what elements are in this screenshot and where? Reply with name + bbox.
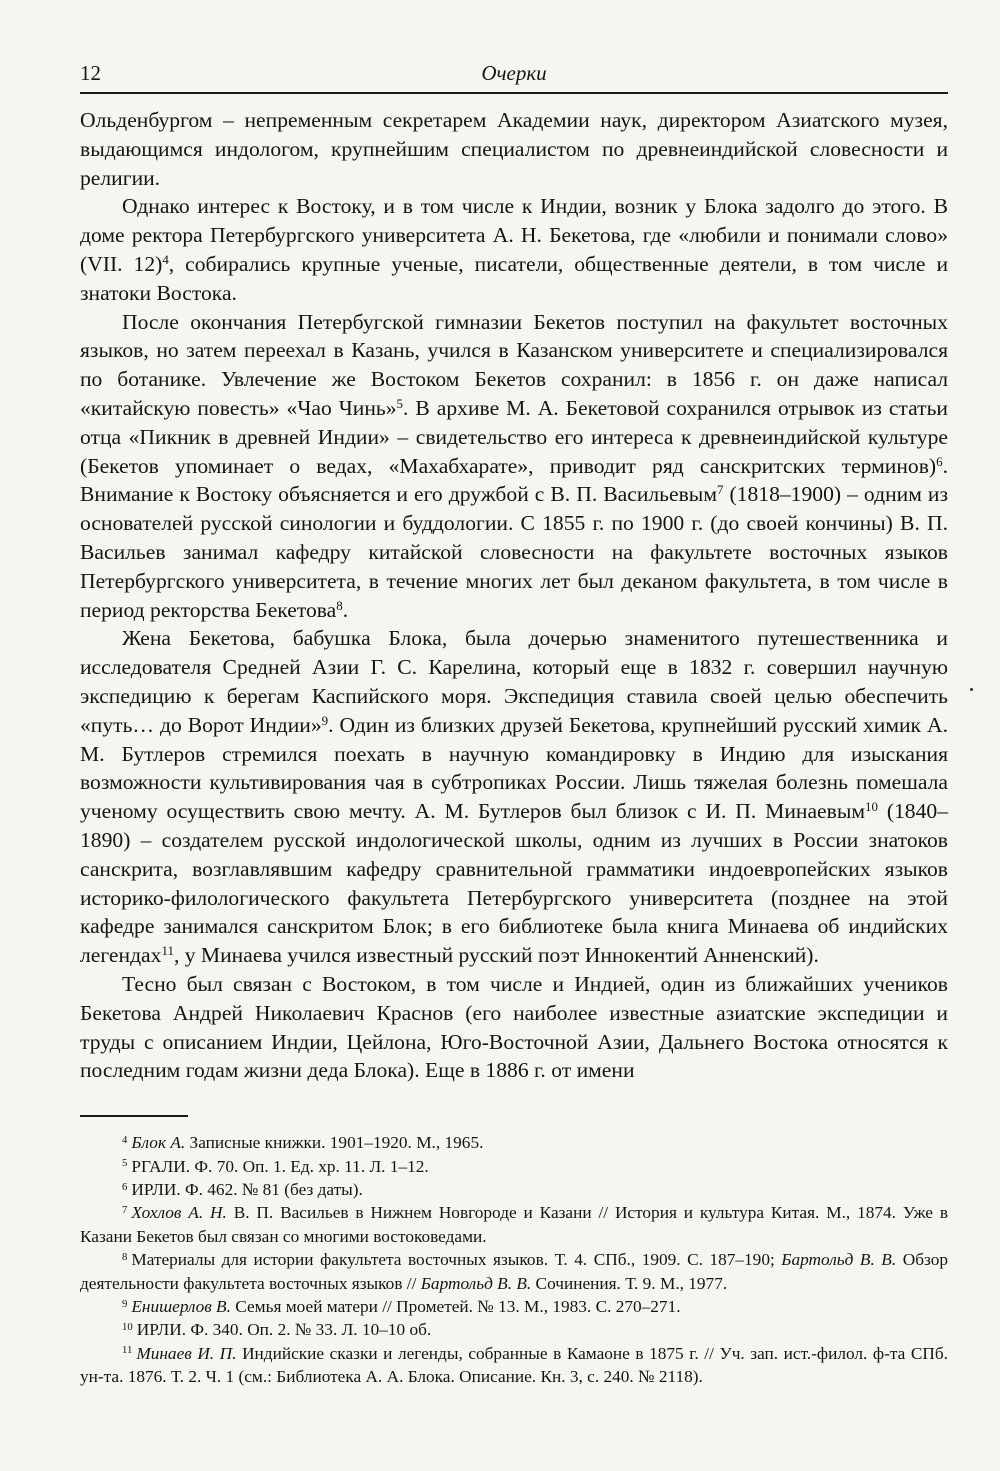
text-run: , у Минаева учился известный русский поэт Иннокентий Анненский). (173, 943, 819, 968)
footnote-number: 4 (122, 1133, 128, 1146)
text-run: . (342, 597, 349, 622)
footnote (80, 1178, 948, 1201)
page-header (80, 58, 948, 94)
text-run: (1818–1900) – одним из основателей русской синологии и буддологии. С 1855 г. по 1900 г. (до своей кончины) В. П. Васильев занимал кафедру китайской словесности на факультете восточных языков Петербургского университета, в течение многих лет был деканом факультета, в том числе в период ректорства Бекетова (80, 482, 948, 622)
text-run: . Внимание к Востоку объясняется и его дружбой с В. П. Васильевым (80, 453, 948, 507)
footnote-divider (80, 1115, 188, 1117)
text-run: В. П. Васильев в Нижнем Новгороде и Казани // История и культура Китая. М., 1874. Уже в Казани Бекетов был связан со многими востоковедами. (80, 1203, 948, 1246)
paragraph (80, 308, 948, 625)
footnote-ref: 6 (936, 453, 943, 469)
paragraph (80, 624, 948, 970)
footnote-ref: 11 (161, 942, 174, 958)
footnote (80, 1201, 948, 1248)
footnote (80, 1155, 948, 1178)
footnote-number: 8 (122, 1250, 128, 1263)
page-number: 12 (80, 61, 101, 85)
footnote (80, 1342, 948, 1389)
author-name: Бартольд В. В. (781, 1250, 897, 1270)
footnote-number: 9 (122, 1297, 128, 1310)
footnote (80, 1318, 948, 1341)
text-run: , собирались крупные ученые, писатели, общественные деятели, в том числе и знатоки Востока. (80, 251, 949, 305)
text-run: Ольденбургом – непременным секретарем Академии наук, директором Азиатского музея, выдающимся индологом, крупнейшим специалистом по древнеиндийской словесности и религии. (80, 108, 948, 190)
running-head: Очерки (481, 61, 547, 85)
footnote-ref: 4 (162, 251, 169, 267)
text-run: Тесно был связан с Востоком, в том числе и Индией, один из ближайших учеников Бекетова Андрей Николаевич Краснов (его наиболее известные азиатские экспедиции и труды с описанием Индии, Цейлона, Юго-Восточной Азии, Дальнего Востока относятся к последним годам жизни деда Блока). Еще в 1886 г. от имени (80, 971, 948, 1083)
text-run: Однако интерес к Востоку, и в том числе к Индии, возник у Блока задолго до этого. В доме ректора Петербургского университета А. Н. Бекетова, где «любили и понимали слово» (VII. 12) (80, 194, 948, 276)
text-run: Обзор деятельности факультета восточных языков // (80, 1250, 948, 1293)
footnote-ref: 5 (396, 395, 404, 411)
footnote (80, 1248, 948, 1295)
footnote-ref: 8 (336, 597, 343, 613)
footnote-ref: 7 (716, 482, 724, 498)
footnote-ref: 9 (321, 712, 329, 728)
author-name: Бартольд В. В. (420, 1273, 532, 1293)
paragraph (80, 970, 948, 1085)
text-run: Записные книжки. 1901–1920. М., 1965. (185, 1133, 484, 1153)
paragraph (80, 106, 948, 192)
footnote-number: 10 (122, 1320, 133, 1333)
author-name: Хохлов А. Н. (131, 1203, 227, 1223)
body-text (80, 106, 948, 1085)
text-run: РГАЛИ. Ф. 70. Оп. 1. Ед. хр. 11. Л. 1–12. (131, 1156, 429, 1176)
author-name: Блок А. (131, 1133, 186, 1153)
text-run: После окончания Петербугской гимназии Бекетов поступил на факультет восточных языков, но затем переехал в Казань, учился в Казанском университете и специализировался по ботанике. Увлечение же Востоком Бекетов сохранил: в 1856 г. он даже написал «китайскую повесть» «Чао Чинь» (80, 309, 948, 420)
author-name: Енишерлов В. (131, 1296, 231, 1316)
author-name: Минаев И. П. (136, 1343, 237, 1363)
footnote-ref: 10 (865, 799, 878, 814)
footnote-number: 6 (122, 1180, 128, 1193)
text-run: Жена Бекетова, бабушка Блока, была дочерью знаменитого путешественника и исследователя Средней Азии Г. С. Карелина, который еще в 1832 г. совершил научную экспедицию к берегам Каспийского моря. Экспедиция ставила своей целью обеспечить «путь… до Ворот Индии» (80, 626, 948, 737)
footnote-number: 5 (122, 1157, 128, 1170)
footnote (80, 1131, 948, 1154)
text-run: (1840–1890) – создателем русской индологической школы, одним из лучших в России знатоков санскрита, возглавлявшим кафедру сравнительной грамматики индоевропейских языков историко-филологического факультета Петербургского университета (позднее на этой кафедре занимался санскритом Блок; в его библиотеке была книга Минаева об индийских легендах (80, 799, 948, 968)
text-run: . Один из близких друзей Бекетова, крупнейший русский химик А. М. Бутлеров стремился поехать в научную командировку в Индию для изыскания возможности культивирования чая в субтропиках России. Лишь тяжелая болезнь помешала ученому осуществить свою мечту. А. М. Бутлеров был близок с И. П. Минаевым (80, 712, 948, 824)
scan-speck (970, 688, 973, 691)
footnote (80, 1295, 948, 1318)
text-run: . В архиве М. А. Бекетовой сохранился отрывок из статьи отца «Пикник в древней Индии» – свидетельство его интереса к древнеиндийской культуре (Бекетов упоминает о ведах, «Махабхарате», приводит ряд санскритских терминов) (80, 395, 948, 478)
book-page (80, 58, 948, 1389)
footnote-number: 7 (122, 1203, 128, 1216)
text-run: ИРЛИ. Ф. 462. № 81 (без даты). (131, 1179, 363, 1199)
text-run: Индийские сказки и легенды, собранные в Камаоне в 1875 г. // Уч. зап. ист.-филол. ф-та СПб. ун-та. 1876. Т. 2. Ч. 1 (см.: Библиотека А. А. Блока. Описание. Кн. 3, с. 240. № 2118). (80, 1343, 948, 1387)
text-run: Семья моей матери // Прометей. № 13. М., 1983. С. 270–271. (230, 1296, 681, 1316)
text-run: ИРЛИ. Ф. 340. Оп. 2. № 33. Л. 10–10 об. (136, 1320, 432, 1340)
text-run: Материалы для истории факультета восточных языков. Т. 4. СПб., 1909. С. 187–190; (131, 1250, 782, 1270)
footnote-number: 11 (122, 1344, 133, 1357)
footnotes (80, 1131, 948, 1388)
text-run: Сочинения. Т. 9. М., 1977. (531, 1273, 728, 1293)
paragraph (80, 192, 948, 307)
